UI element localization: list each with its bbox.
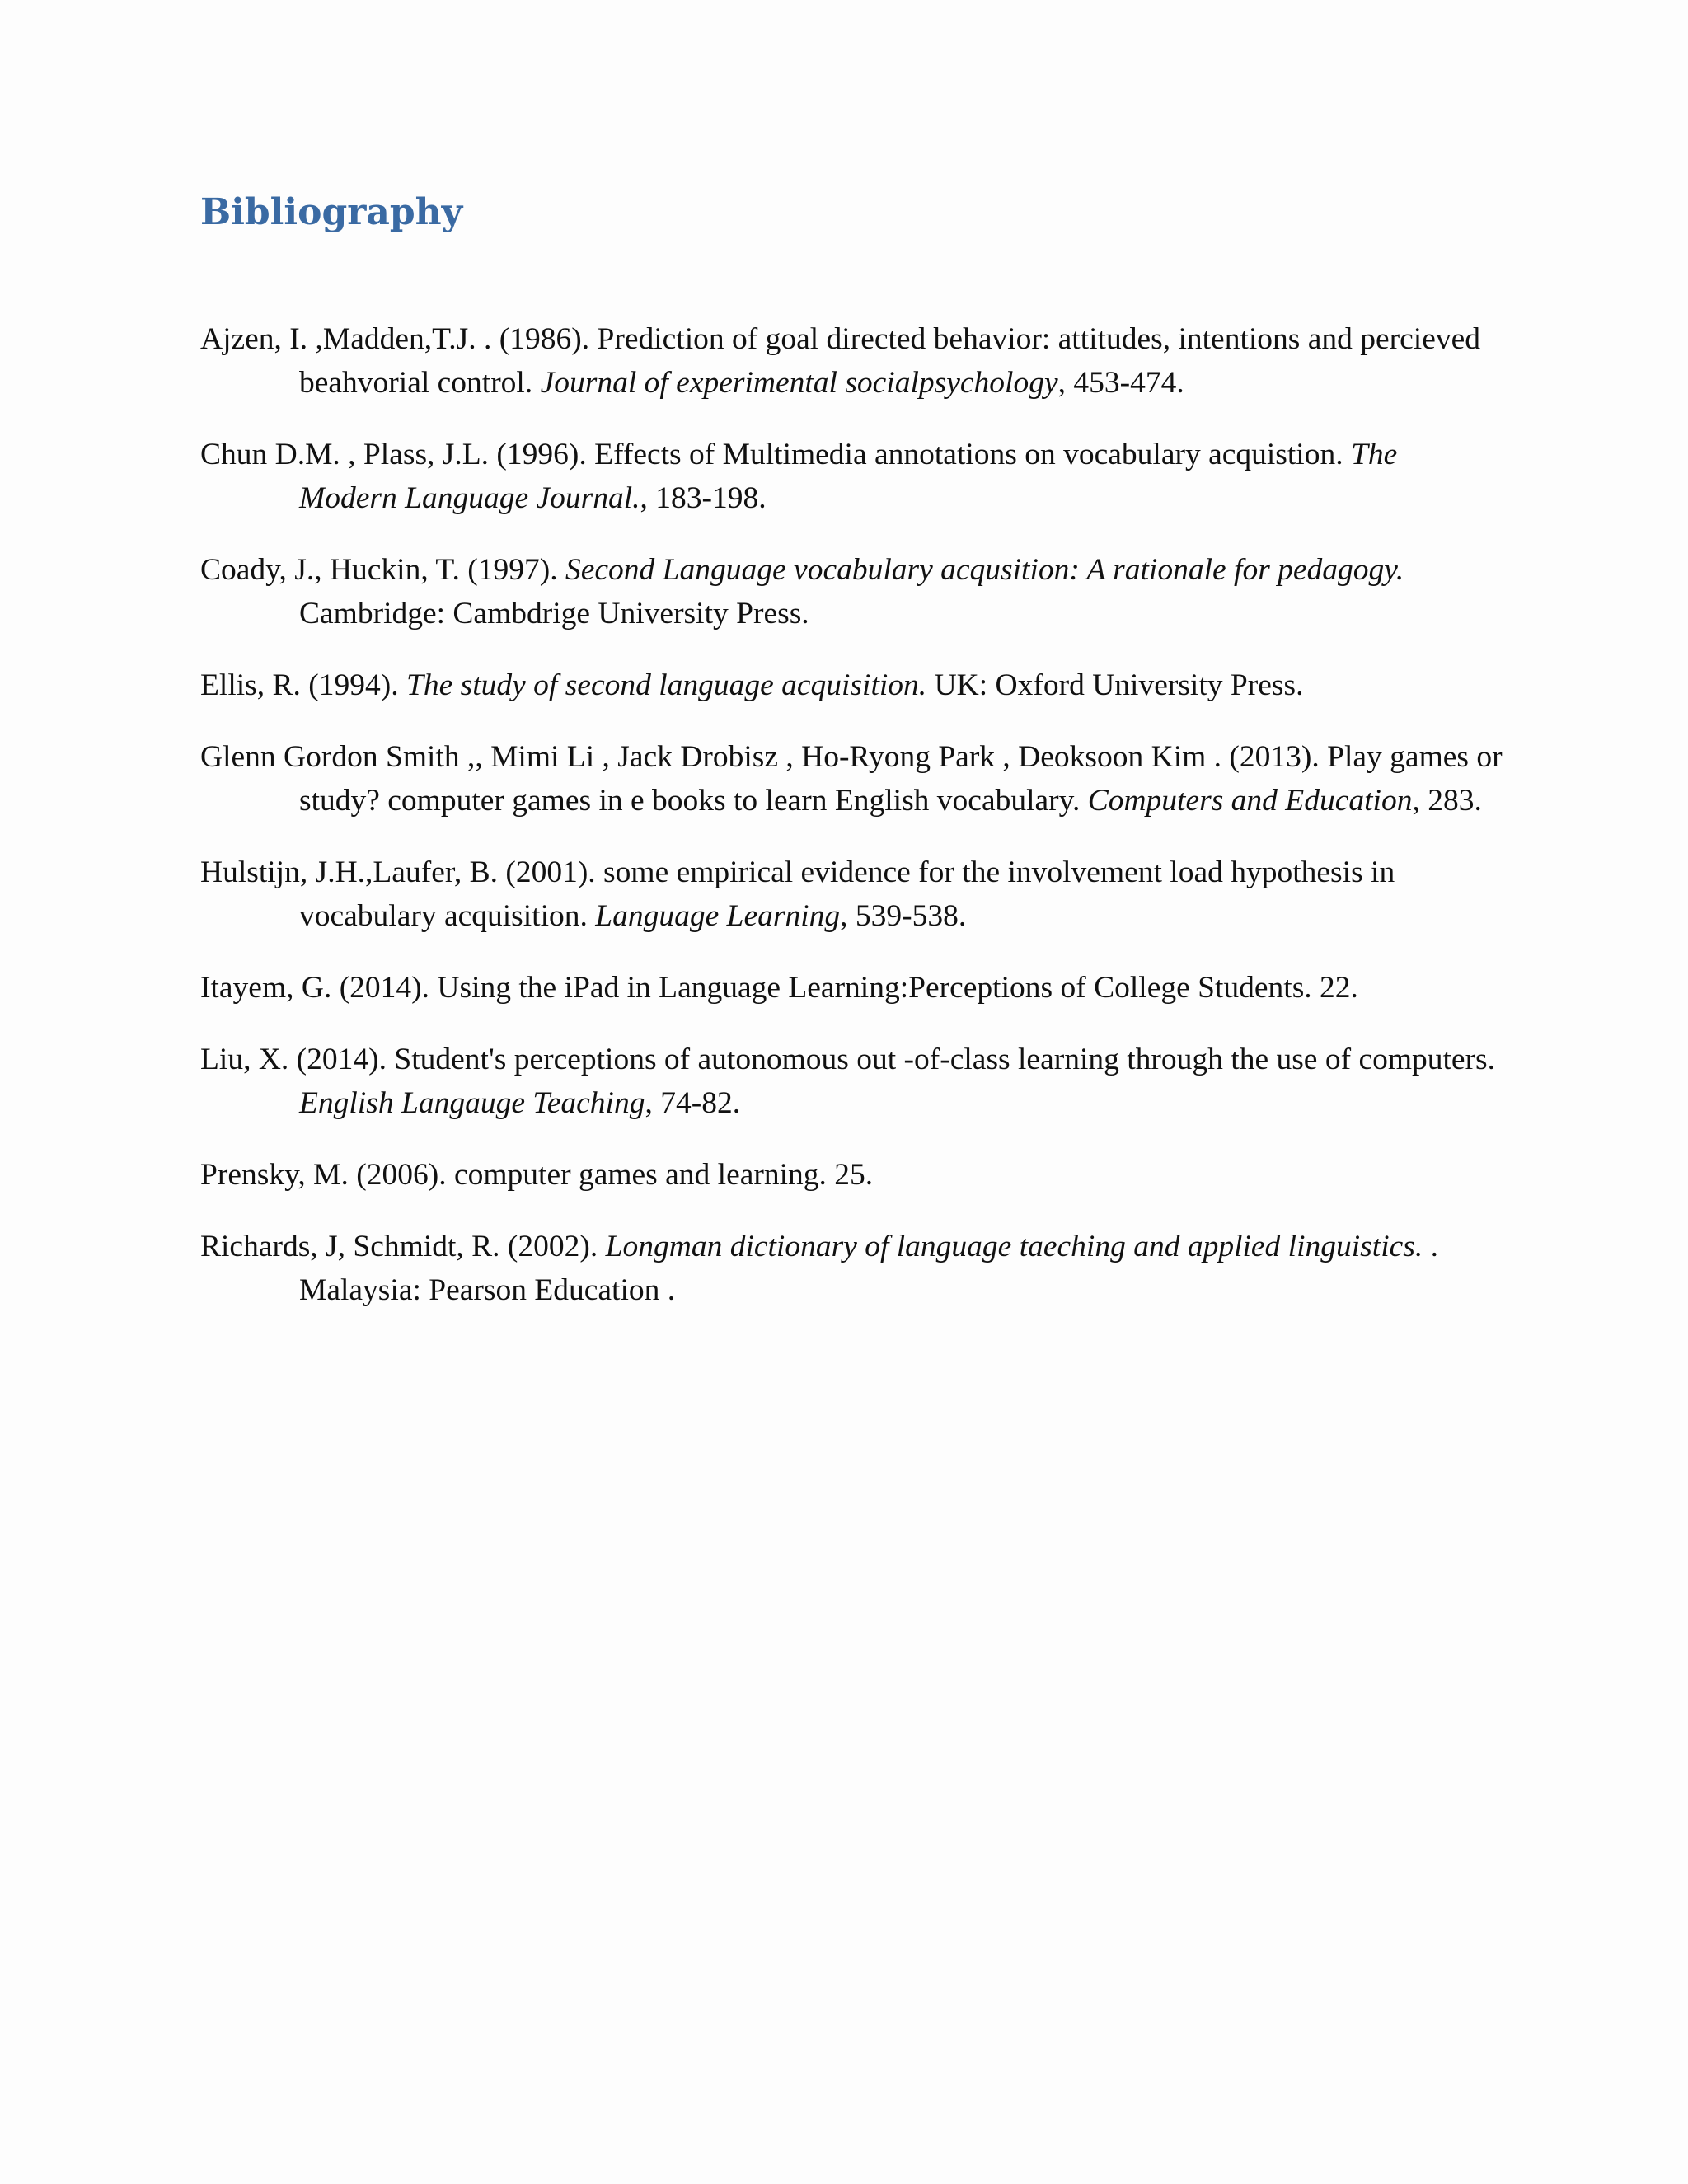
entry-title: Computers and Education — [1087, 784, 1413, 818]
bibliography-entry — [200, 851, 1503, 938]
entry-title: Journal of experimental socialpsychology — [540, 366, 1058, 400]
entry-text: Richards, J, Schmidt, R. (2002). — [200, 1230, 606, 1263]
bibliography-entry — [200, 317, 1503, 405]
entry-text: , 283. — [1412, 784, 1482, 818]
entry-text: Itayem, G. (2014). Using the iPad in Language Learning:Perceptions of College Students. 22. — [200, 971, 1358, 1005]
bibliography-entry — [200, 1153, 1503, 1197]
entry-text: , 183-198. — [640, 481, 767, 515]
entry-title: Second Language vocabulary acqusition: A rationale for pedagogy. — [565, 553, 1404, 587]
entry-text: . Malaysia: Pearson Education . — [299, 1230, 1438, 1307]
entry-text: Prensky, M. (2006). computer games and learning. 25. — [200, 1158, 874, 1192]
entry-text: Hulstijn, J.H.,Laufer, B. (2001). some empirical evidence for the involvement load hypothesis in vocabulary acquisition. — [200, 855, 1395, 933]
entry-text: Ellis, R. (1994). — [200, 668, 406, 702]
entry-title: Longman dictionary of language taeching and applied linguistics. — [605, 1230, 1423, 1263]
entry-text: , 453-474. — [1057, 366, 1184, 400]
bibliography-entry — [200, 1038, 1503, 1125]
entry-text: Cambridge: Cambdrige University Press. — [299, 597, 809, 630]
entry-text: UK: Oxford University Press. — [926, 668, 1304, 702]
entry-title: The study of second language acquisition. — [406, 668, 927, 702]
entry-text: Coady, J., Huckin, T. (1997). — [200, 553, 566, 587]
entry-text: Chun D.M. , Plass, J.L. (1996). Effects of Multimedia annotations on vocabulary acquistion. — [200, 438, 1351, 471]
entry-title: English Langauge Teaching — [299, 1086, 645, 1120]
entry-text: Ajzen, I. ,Madden,T.J. . (1986). Prediction of goal directed behavior: attitudes, intentions and percieved beahvorial control. — [200, 322, 1481, 400]
bibliography-entry — [200, 1225, 1503, 1312]
bibliography-entry — [200, 966, 1503, 1010]
entry-text: , 74-82. — [645, 1086, 741, 1120]
entry-text: Liu, X. (2014). Student's perceptions of autonomous out -of-class learning through the use of computers. — [200, 1043, 1496, 1076]
bibliography-list — [200, 317, 1503, 1340]
entry-text: , 539-538. — [840, 899, 967, 933]
page-title: Bibliography — [200, 191, 463, 233]
bibliography-entry — [200, 663, 1503, 707]
entry-title: The Modern Language Journal. — [299, 438, 1398, 515]
entry-title: Language Learning — [595, 899, 841, 933]
bibliography-entry — [200, 433, 1503, 520]
bibliography-entry — [200, 735, 1503, 823]
entry-text: Glenn Gordon Smith ,, Mimi Li , Jack Drobisz , Ho-Ryong Park , Deoksoon Kim . (2013). Play games or study? computer games in e books to learn English vocabulary. — [200, 740, 1503, 818]
bibliography-entry — [200, 548, 1503, 635]
